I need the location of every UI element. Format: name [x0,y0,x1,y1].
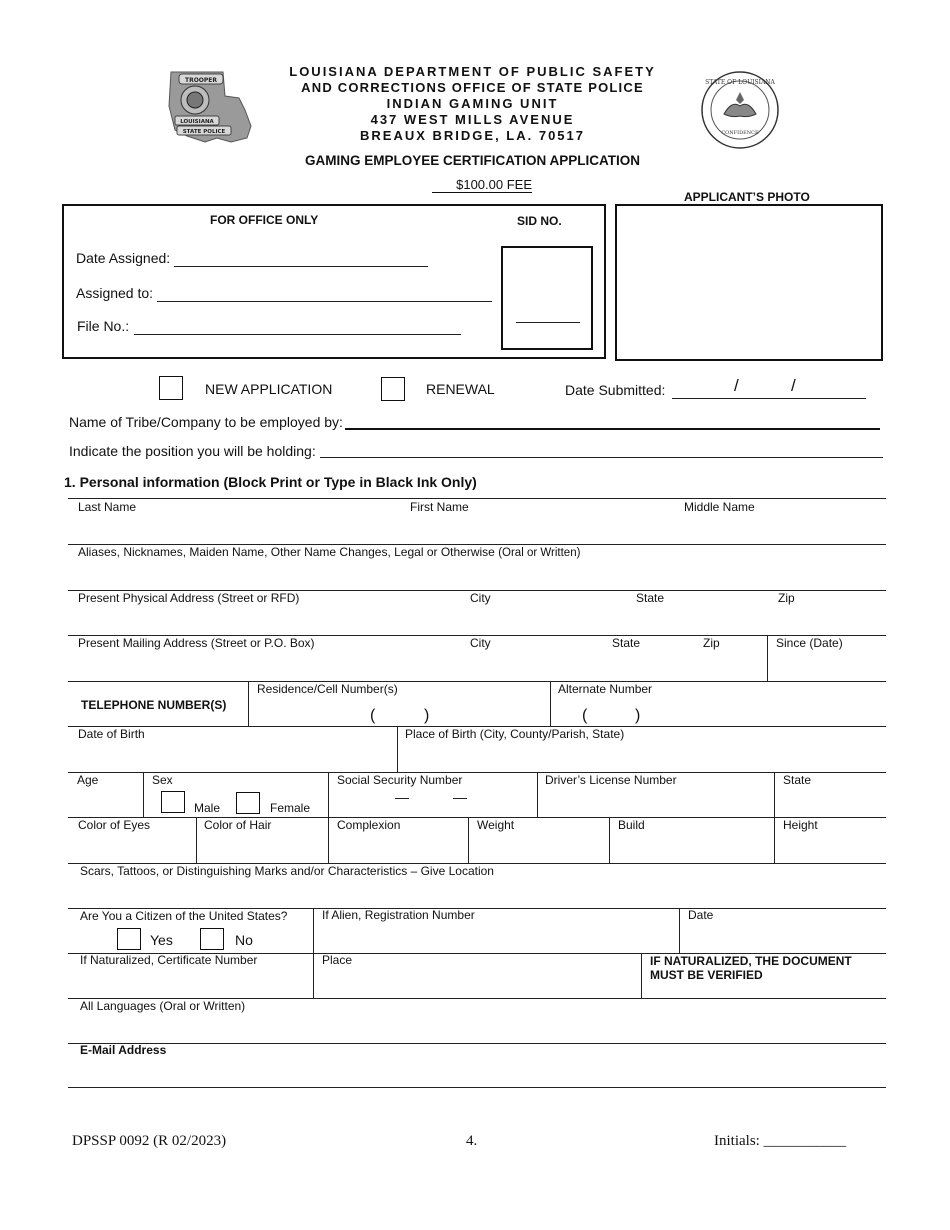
date-of-birth-label: Date of Birth [78,727,145,741]
citizen-question-label: Are You a Citizen of the United States? [80,909,288,923]
female-checkbox[interactable] [236,792,260,814]
naturalized-certificate-label: If Naturalized, Certificate Number [80,953,258,967]
alternate-number-label: Alternate Number [558,682,653,696]
residence-phone-input[interactable] [249,697,549,725]
build-label: Build [618,818,645,832]
position-label: Indicate the position you will be holding: [69,443,316,459]
residence-paren-open: ( [370,707,376,724]
complexion-label: Complexion [337,818,401,832]
physical-city-label: City [470,591,491,605]
residence-cell-label: Residence/Cell Number(s) [257,682,398,696]
verify-note-line-1: IF NATURALIZED, THE DOCUMENT [650,954,852,968]
languages-label: All Languages (Oral or Written) [80,999,246,1013]
tribe-company-field[interactable] [345,428,880,430]
header-office: AND CORRECTIONS OFFICE OF STATE POLICE [301,80,644,95]
sex-label: Sex [152,773,173,787]
aliases-label: Aliases, Nicknames, Maiden Name, Other Name Changes, Legal or Otherwise (Oral or Written) [78,545,581,559]
citizen-yes-checkbox[interactable] [117,928,141,950]
telephone-label: TELEPHONE NUMBER(S) [81,698,227,712]
seal-text-top: STATE OF LOUISIANA [705,79,775,86]
file-no-field[interactable] [134,334,461,335]
page-number: 4. [466,1133,478,1149]
female-label: Female [270,801,311,815]
alien-registration-label: If Alien, Registration Number [322,908,475,922]
louisiana-state-seal [698,70,782,150]
date-slash-1: / [734,376,739,395]
date-assigned-label: Date Assigned: [76,250,171,266]
naturalized-place-label: Place [322,953,353,967]
date-submitted-field[interactable] [672,398,866,399]
since-date-label: Since (Date) [776,636,843,650]
alternate-paren-close: ) [635,707,641,724]
physical-address-input[interactable] [68,606,886,633]
applicant-photo-label: APPLICANT’S PHOTO [684,190,810,204]
mailing-address-label: Present Mailing Address (Street or P.O. Box) [78,636,315,650]
date-submitted-label: Date Submitted: [565,382,666,398]
initials-field[interactable]: Initials: ___________ [714,1133,847,1149]
age-label: Age [77,773,99,787]
place-of-birth-label: Place of Birth (City, County/Parish, State) [405,727,625,741]
assigned-to-label: Assigned to: [76,285,154,301]
tribe-company-label: Name of Tribe/Company to be employed by: [69,414,343,430]
physical-zip-label: Zip [778,591,795,605]
header-address: 437 WEST MILLS AVENUE [370,112,575,127]
office-use-title: FOR OFFICE ONLY [210,213,319,227]
seal-text-bottom: CONFIDENCE [721,130,759,136]
scars-label: Scars, Tattoos, or Distinguishing Marks and/or Characteristics – Give Location [80,864,494,878]
mailing-zip-label: Zip [703,636,720,650]
new-application-checkbox[interactable] [159,376,183,400]
place-of-birth-input[interactable] [398,742,886,770]
physical-state-label: State [636,591,665,605]
height-label: Height [783,818,818,832]
assigned-to-field[interactable] [157,301,492,302]
name-input-row[interactable] [68,514,886,542]
badge-text-top: TROOPER [184,77,218,84]
renewal-label: RENEWAL [426,381,495,397]
drivers-license-label: Driver’s License Number [545,773,677,787]
fee-label: $100.00 FEE [432,177,532,193]
weight-label: Weight [477,818,515,832]
male-label: Male [194,801,221,815]
form-number: DPSSP 0092 (R 02/2023) [72,1133,227,1149]
badge-text-middle: LOUISIANA [180,119,214,125]
alien-date-label: Date [688,908,714,922]
mailing-state-label: State [612,636,641,650]
new-application-label: NEW APPLICATION [205,381,333,397]
header-dept: LOUISIANA DEPARTMENT OF PUBLIC SAFETY [289,64,656,79]
residence-paren-close: ) [424,707,430,724]
first-name-label: First Name [410,500,469,514]
ssn-dash-1: — [395,789,409,805]
date-slash-2: / [791,376,796,395]
age-input[interactable] [68,788,142,816]
citizen-yes-label: Yes [150,932,173,948]
applicant-photo-box[interactable] [615,204,883,361]
position-field[interactable] [320,457,883,458]
renewal-checkbox[interactable] [381,377,405,401]
file-no-label: File No.: [77,318,130,334]
section-1-title: 1. Personal information (Block Print or Type in Black Ink Only) [64,474,477,490]
alternate-paren-open: ( [582,707,588,724]
last-name-label: Last Name [78,500,137,514]
mailing-city-label: City [470,636,491,650]
citizen-no-checkbox[interactable] [200,928,224,950]
date-assigned-field[interactable] [174,266,428,267]
male-checkbox[interactable] [161,791,185,813]
drivers-license-input[interactable] [538,788,773,816]
middle-name-label: Middle Name [684,500,755,514]
header-unit: INDIAN GAMING UNIT [386,96,559,111]
sid-line [516,322,580,323]
hair-color-label: Color of Hair [204,818,272,832]
alternate-phone-input[interactable] [551,697,886,725]
mailing-address-input[interactable] [68,651,766,679]
aliases-input[interactable] [68,560,886,588]
sid-box[interactable] [501,246,593,350]
citizen-no-label: No [235,932,253,948]
sid-label: SID NO. [517,214,562,228]
physical-address-label: Present Physical Address (Street or RFD) [78,591,300,605]
ssn-label: Social Security Number [337,773,463,787]
header-city: BREAUX BRIDGE, LA. 70517 [360,128,585,143]
badge-text-bottom: STATE POLICE [182,129,226,135]
eye-color-label: Color of Eyes [78,818,151,832]
scars-input[interactable] [68,879,886,906]
date-of-birth-input[interactable] [68,742,396,770]
languages-input[interactable] [68,1014,886,1041]
dl-state-label: State [783,773,812,787]
email-input[interactable] [68,1058,886,1085]
email-label: E-Mail Address [80,1043,167,1057]
verify-note-line-2: MUST BE VERIFIED [650,968,763,982]
form-title: GAMING EMPLOYEE CERTIFICATION APPLICATION [304,153,640,168]
ssn-dash-2: — [453,789,467,805]
